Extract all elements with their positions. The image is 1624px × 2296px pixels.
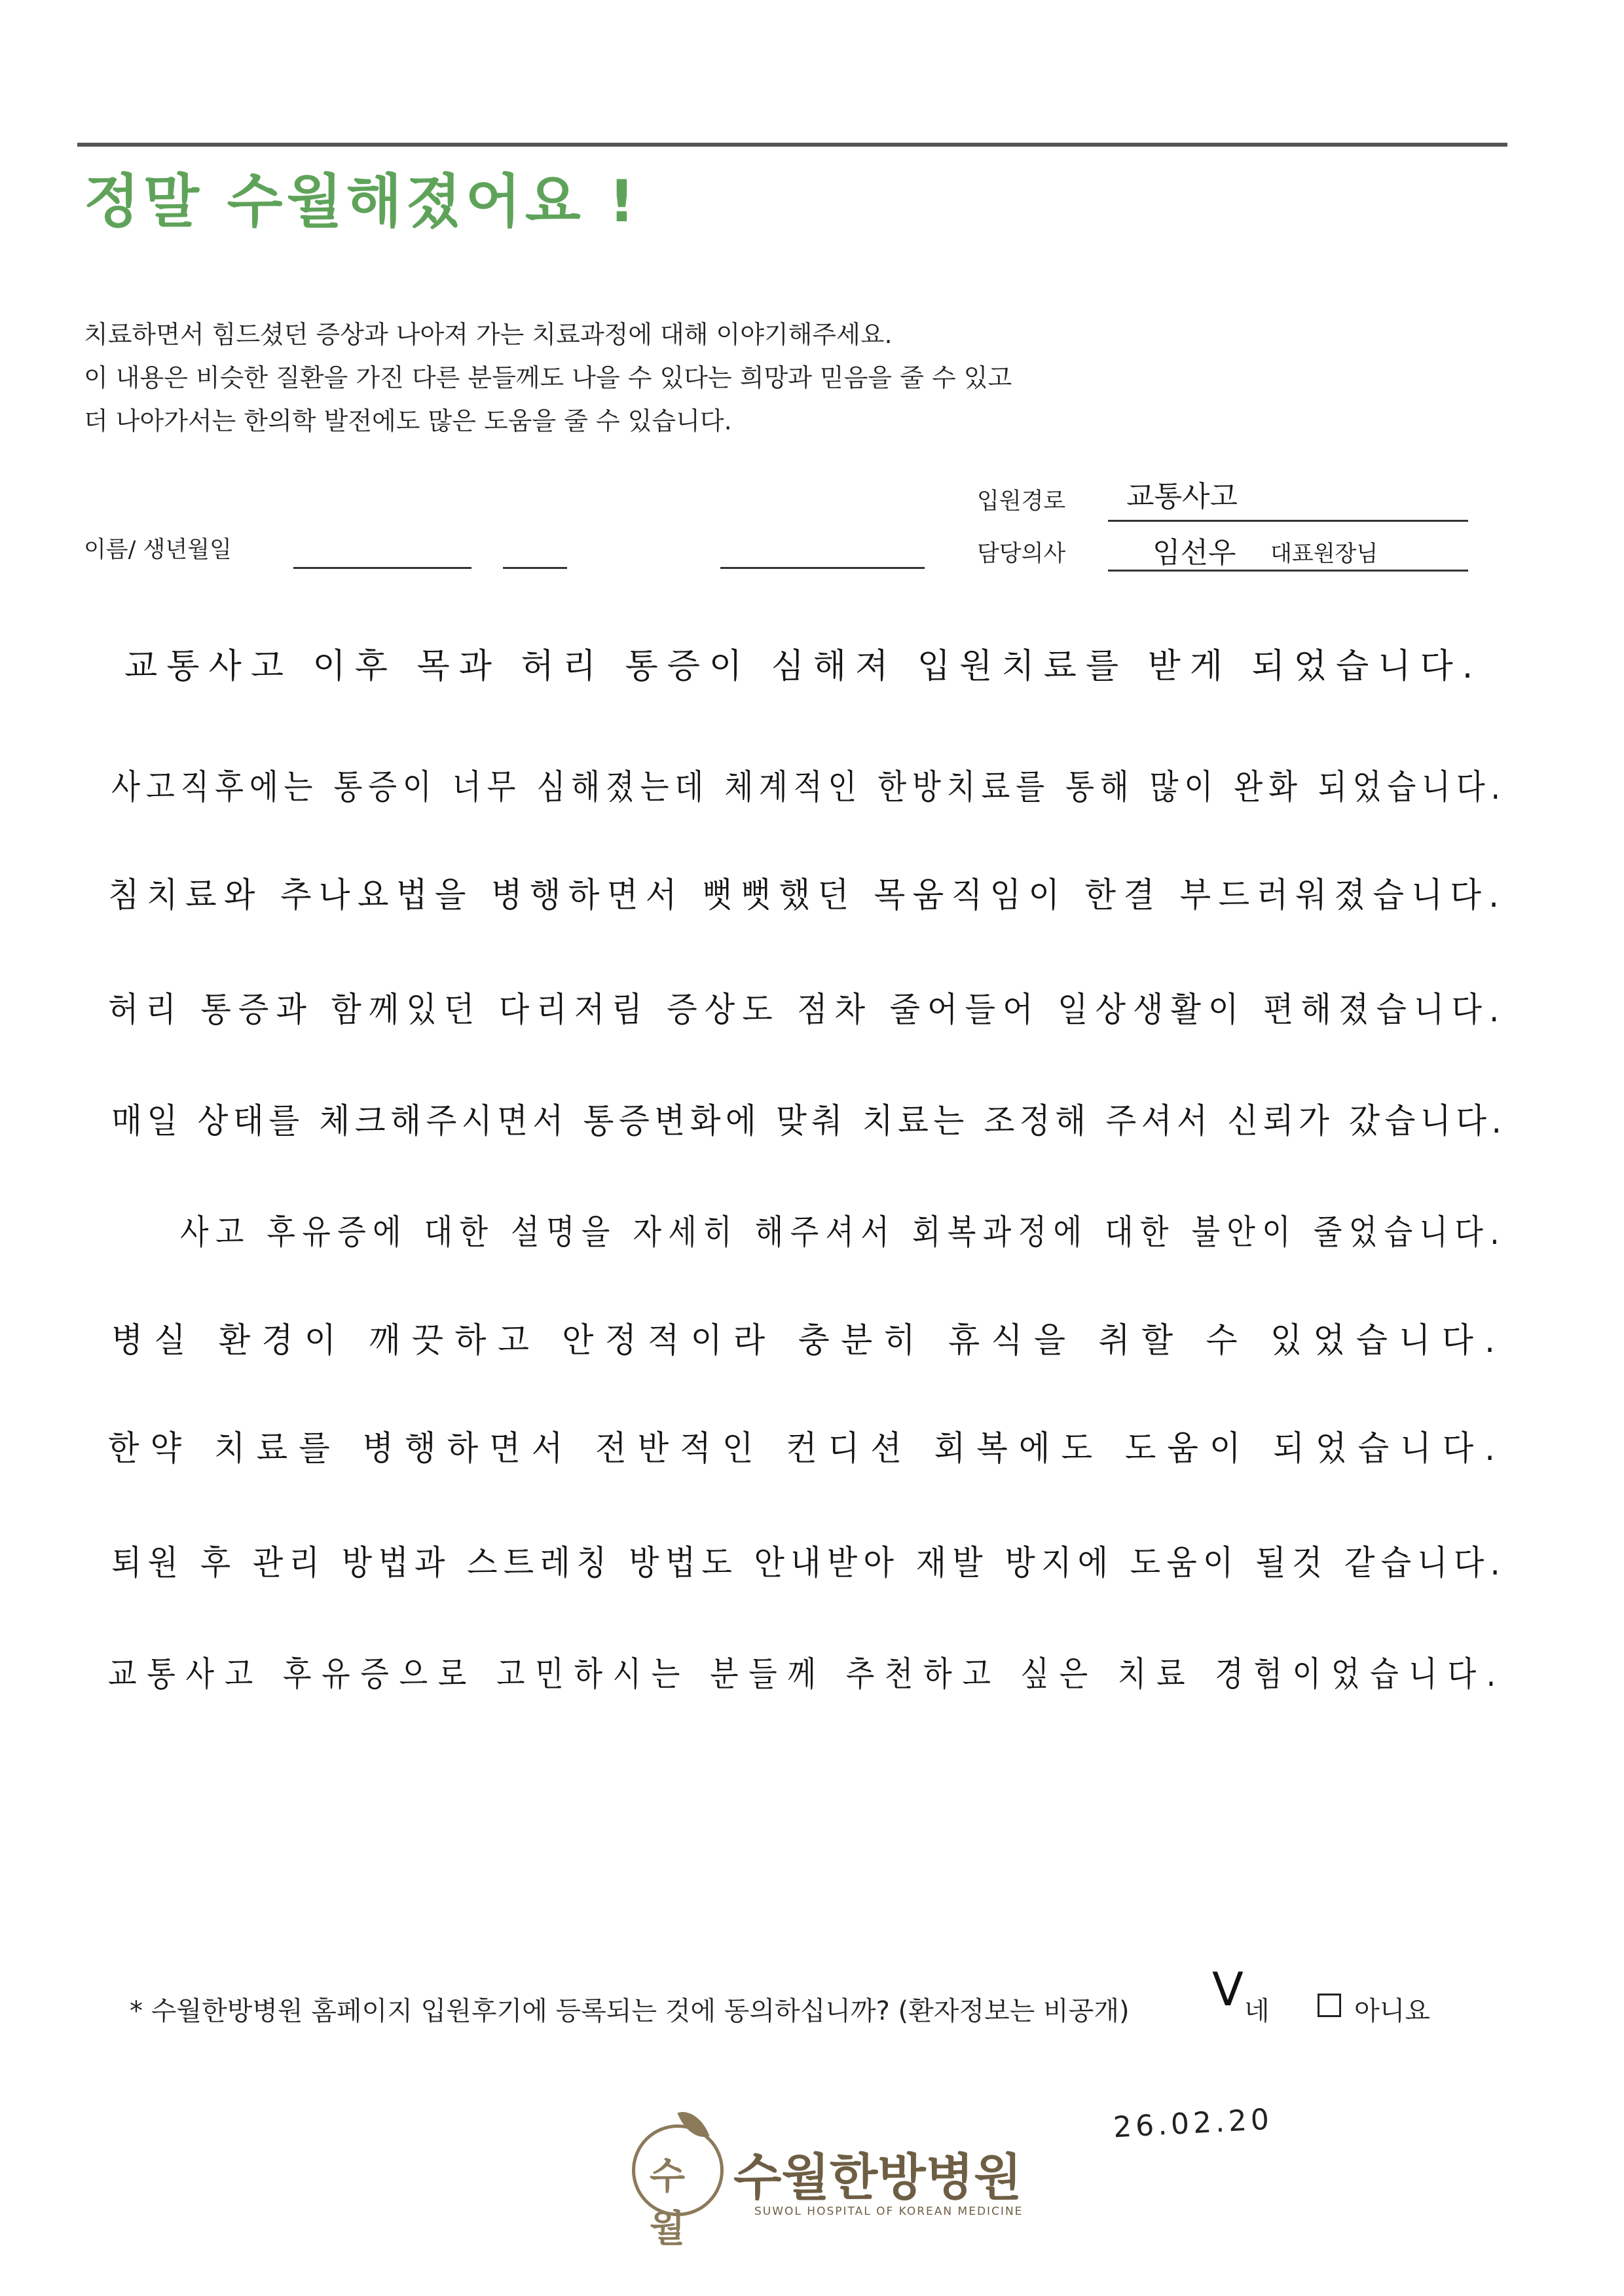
doctor-title: 대표원장님 <box>1270 541 1378 567</box>
route-underline <box>1108 520 1468 522</box>
leaf-icon <box>677 2105 709 2144</box>
testimony-line: 사고 후유증에 대한 설명을 자세히 해주셔서 회복과정에 대한 불안이 줄었습니다. <box>180 1213 1506 1252</box>
testimony-line: 퇴원 후 관리 방법과 스트레칭 방법도 안내받아 재발 방지에 도움이 될것 같습니다. <box>111 1544 1507 1583</box>
testimony-line: 침치료와 추나요법을 병행하면서 뻣뻣했던 목움직임이 한결 부드러워졌습니다. <box>108 876 1507 915</box>
intro-line: 치료하면서 힘드셨던 증상과 나아져 가는 치료과정에 대해 이야기해주세요. <box>84 320 893 349</box>
testimony-line: 한약 치료를 병행하면서 전반적인 컨디션 회복에도 도움이 되었습니다. <box>108 1429 1506 1468</box>
name-birth-label: 이름/ 생년월일 <box>84 537 232 563</box>
route-value: 교통사고 <box>1126 480 1238 513</box>
intro-text <box>84 313 1012 443</box>
hospital-name: 수월한방병원 <box>733 2148 1022 2206</box>
testimony-line: 사고직후에는 통증이 너무 심해졌는데 체계적인 한방치료를 통해 많이 완화 되었습니다. <box>111 768 1506 807</box>
signature-date: 26.02.20 <box>1112 2102 1274 2145</box>
testimony-line: 허리 통증과 함께있던 다리저림 증상도 점차 줄어들어 일상생활이 편해졌습니다. <box>108 991 1507 1030</box>
route-label: 입원경로 <box>977 488 1066 515</box>
hospital-logo-icon <box>632 2124 724 2250</box>
top-divider <box>77 143 1507 147</box>
testimony-line: 교통사고 후유증으로 고민하시는 분들께 추천하고 싶은 치료 경험이었습니다. <box>108 1655 1506 1694</box>
testimony-line: 병실 환경이 깨끗하고 안정적이라 충분히 휴식을 취할 수 있었습니다. <box>111 1321 1507 1360</box>
logo-mark-text: 수월 <box>650 2155 686 2250</box>
intro-line: 이 내용은 비슷한 질환을 가진 다른 분들께도 나을 수 있다는 희망과 믿음을 줄 수 있고 <box>84 363 1012 392</box>
consent-no-checkbox[interactable] <box>1318 1994 1349 2017</box>
hospital-subtitle: SUWOL HOSPITAL OF KOREAN MEDICINE <box>754 2205 1024 2218</box>
doctor-underline <box>1108 570 1468 572</box>
testimony-line: 교통사고 이후 목과 허리 통증이 심해져 입원치료를 받게 되었습니다. <box>124 647 1483 686</box>
consent-no-label: 아니요 <box>1354 1996 1430 2026</box>
doctor-value: 임선우 <box>1153 536 1236 570</box>
checkbox-icon <box>1318 1994 1341 2017</box>
consent-yes-label: 네 <box>1244 1996 1270 2026</box>
birth-underline <box>503 567 567 569</box>
checkmark-icon: V <box>1212 1963 1244 2016</box>
intro-line: 더 나아가서는 한의학 발전에도 많은 도움을 줄 수 있습니다. <box>84 407 732 435</box>
page-title: 정말 수월해졌어요 ! <box>84 168 639 235</box>
doctor-label: 담당의사 <box>977 541 1066 567</box>
name-underline <box>293 567 471 569</box>
testimony-line: 매일 상태를 체크해주시면서 통증변화에 맞춰 치료는 조정해 주셔서 신뢰가 갔습니다. <box>111 1102 1507 1141</box>
consent-question: * 수월한방병원 홈페이지 입원후기에 등록되는 것에 동의하십니까? (환자정보는 비공개) <box>130 1996 1130 2026</box>
birth-underline-2 <box>720 567 925 569</box>
